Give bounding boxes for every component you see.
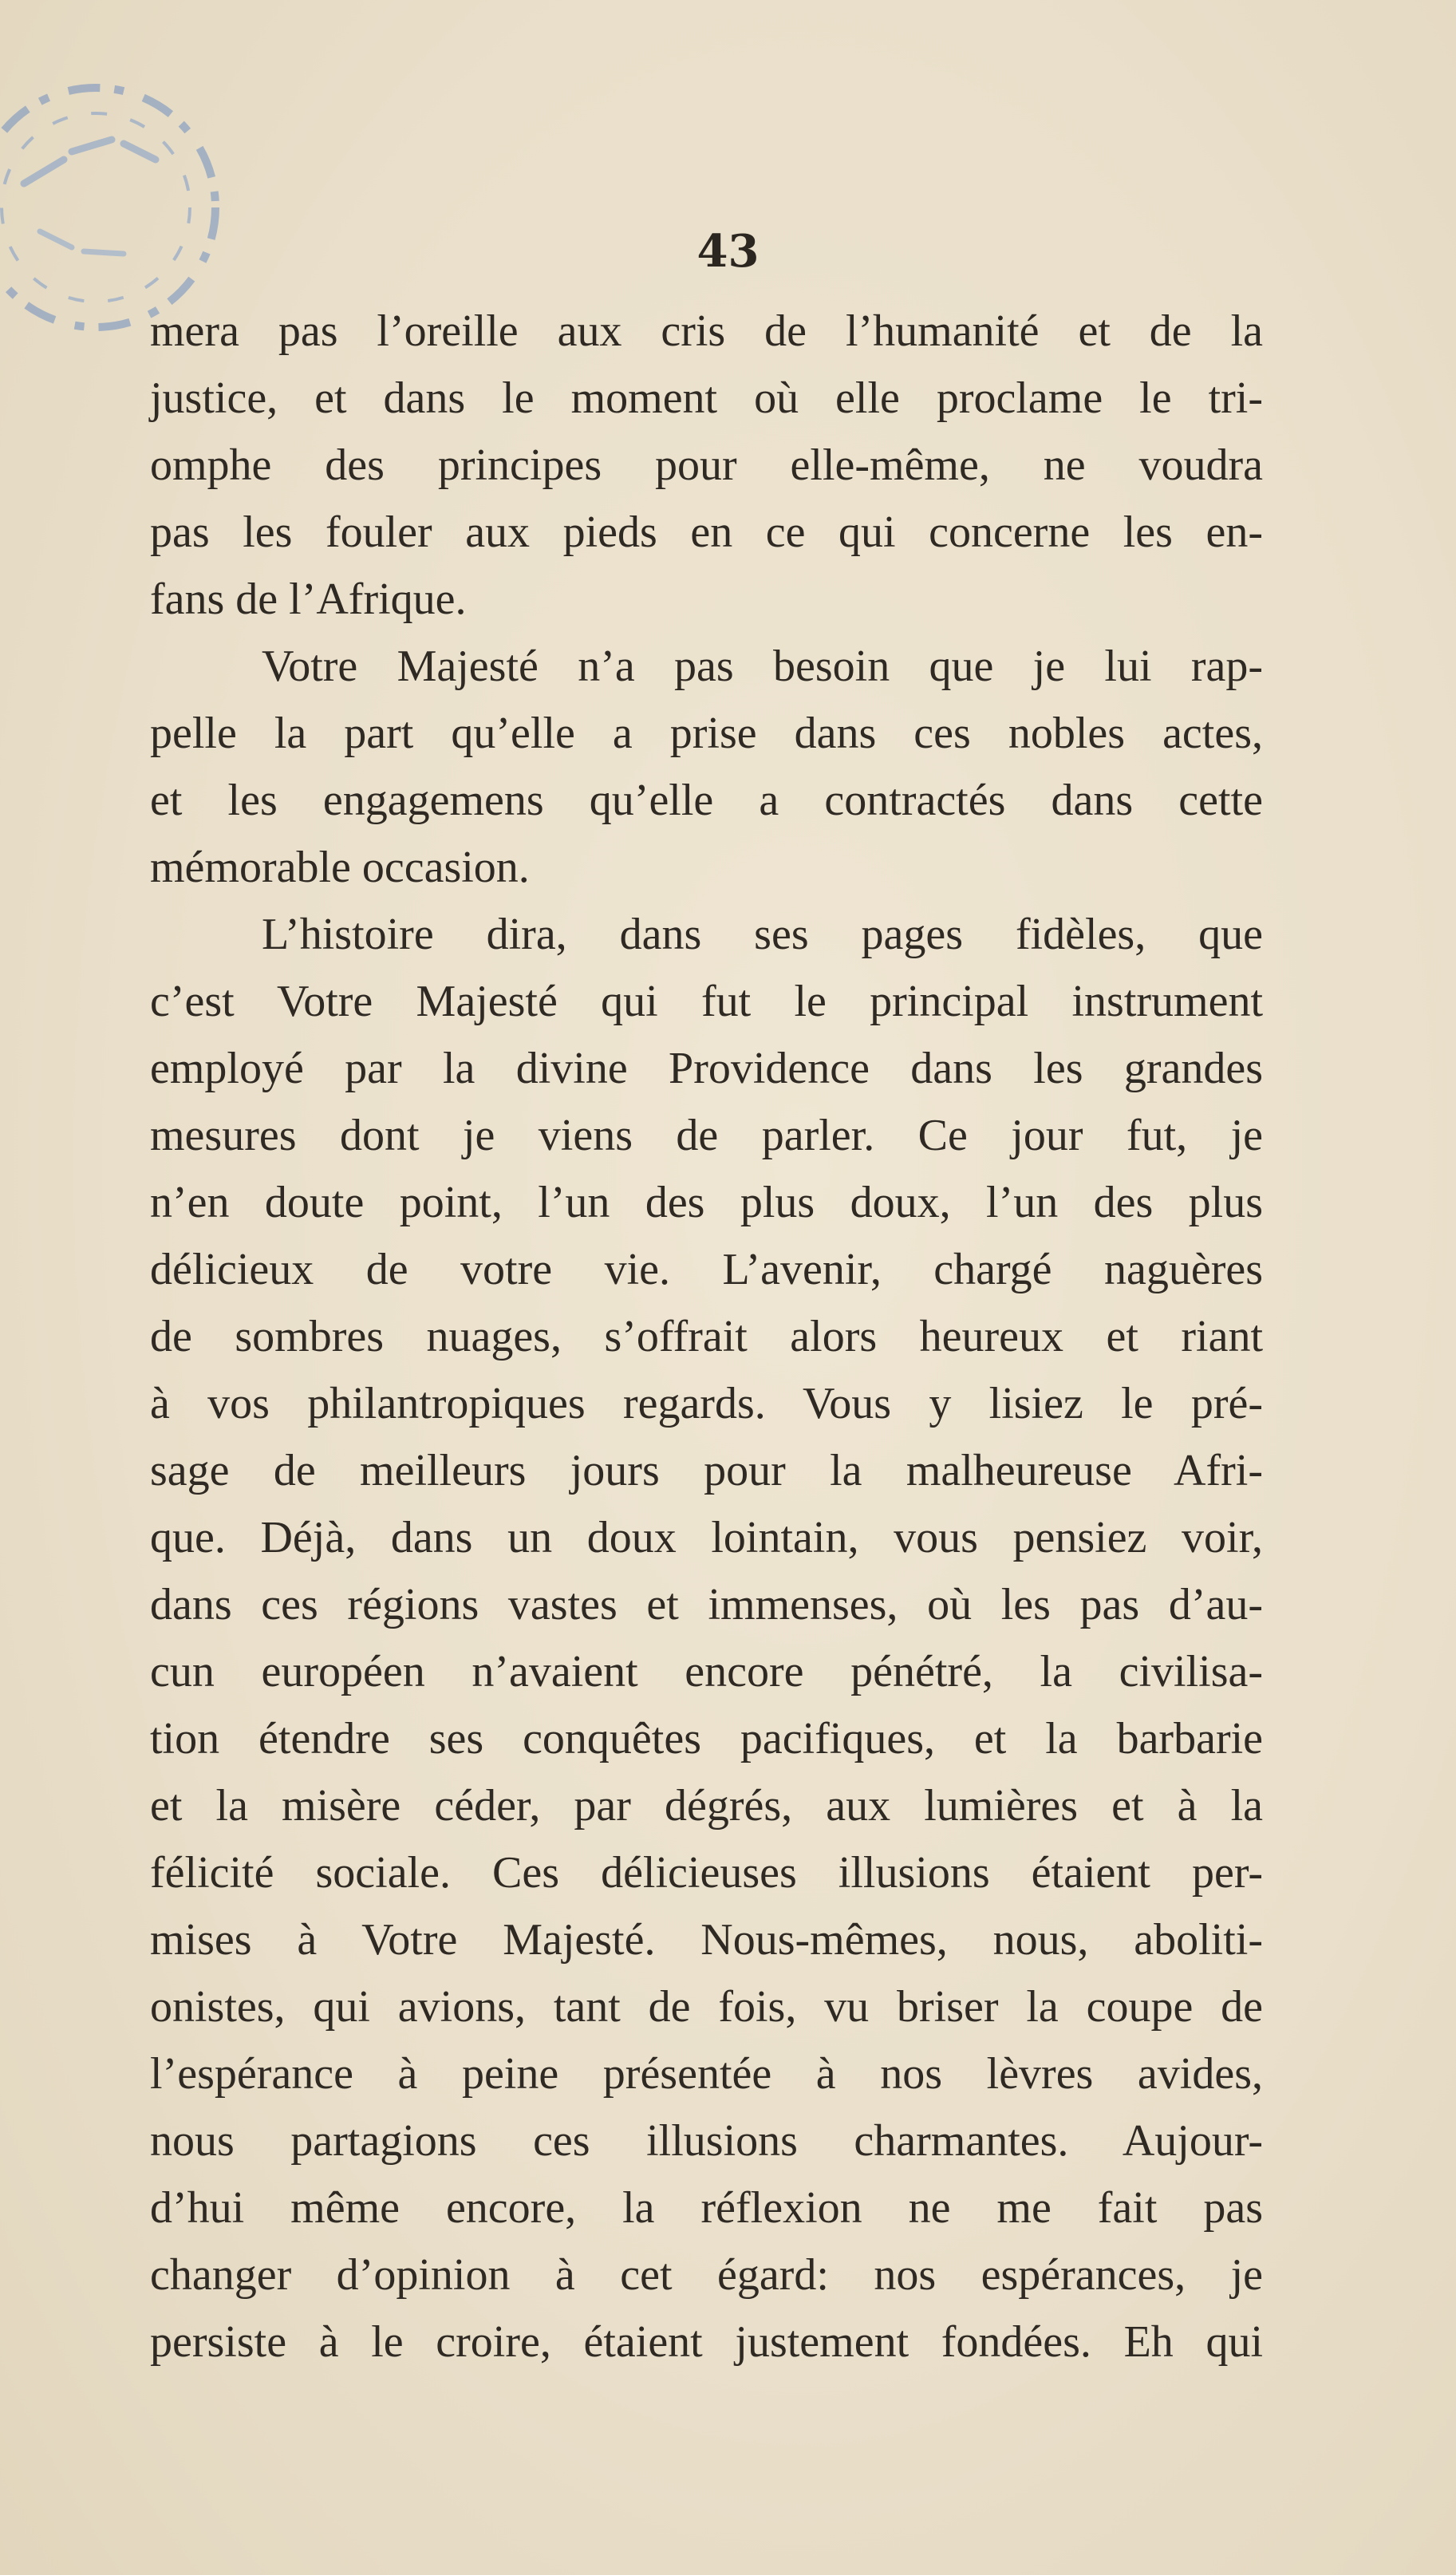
text-line: dans ces régions vastes et immenses, où les pas d’au- [150, 1580, 1263, 1629]
text-line: mémorable occasion. [150, 843, 530, 892]
text-line: l’espérance à peine présentée à nos lèvres avides, [150, 2049, 1263, 2099]
text-line: changer d’opinion à cet égard: nos espérances, je [150, 2250, 1263, 2300]
text-line: mesures dont je viens de parler. Ce jour fut, je [150, 1111, 1263, 1160]
text-line: omphe des principes pour elle-même, ne voudra [150, 440, 1263, 490]
text-line: Votre Majesté n’a pas besoin que je lui rap- [262, 642, 1263, 691]
text-line: nous partagions ces illusions charmantes. Aujour- [150, 2116, 1263, 2166]
text-line: L’histoire dira, dans ses pages fidèles, que [262, 910, 1263, 959]
text-line: mises à Votre Majesté. Nous-mêmes, nous, aboliti- [150, 1915, 1263, 1965]
text-line: que. Déjà, dans un doux lointain, vous pensiez voir, [150, 1513, 1263, 1562]
text-line: et les engagemens qu’elle a contractés dans cette [150, 776, 1263, 825]
text-line: justice, et dans le moment où elle proclame le tri- [150, 373, 1263, 423]
text-line: pelle la part qu’elle a prise dans ces nobles actes, [150, 709, 1263, 758]
text-line: c’est Votre Majesté qui fut le principal instrument [150, 977, 1263, 1026]
page-number: 43 [696, 225, 760, 278]
text-line: cun européen n’avaient encore pénétré, la civilisa- [150, 1647, 1263, 1696]
text-line: félicité sociale. Ces délicieuses illusions étaient per- [150, 1848, 1263, 1898]
text-line: tion étendre ses conquêtes pacifiques, et la barbarie [150, 1714, 1263, 1763]
text-line: à vos philantropiques regards. Vous y lisiez le pré- [150, 1379, 1263, 1428]
text-line: d’hui même encore, la réflexion ne me fait pas [150, 2183, 1263, 2233]
text-line: mera pas l’oreille aux cris de l’humanité et de la [150, 306, 1263, 356]
text-line: et la misère céder, par dégrés, aux lumières et à la [150, 1781, 1263, 1831]
text-line: délicieux de votre vie. L’avenir, chargé naguères [150, 1245, 1263, 1294]
text-line: pas les fouler aux pieds en ce qui concerne les en- [150, 507, 1263, 557]
text-line: employé par la divine Providence dans les grandes [150, 1044, 1263, 1093]
body-text [150, 298, 1263, 2376]
text-line: persiste à le croire, étaient justement fondées. Eh qui [150, 2317, 1263, 2367]
text-line: n’en doute point, l’un des plus doux, l’un des plus [150, 1178, 1263, 1227]
text-line: sage de meilleurs jours pour la malheureuse Afri- [150, 1446, 1263, 1495]
text-line: fans de l’Afrique. [150, 575, 467, 624]
text-line: de sombres nuages, s’offrait alors heureux et riant [150, 1312, 1263, 1361]
text-line: onistes, qui avions, tant de fois, vu briser la coupe de [150, 1982, 1263, 2032]
